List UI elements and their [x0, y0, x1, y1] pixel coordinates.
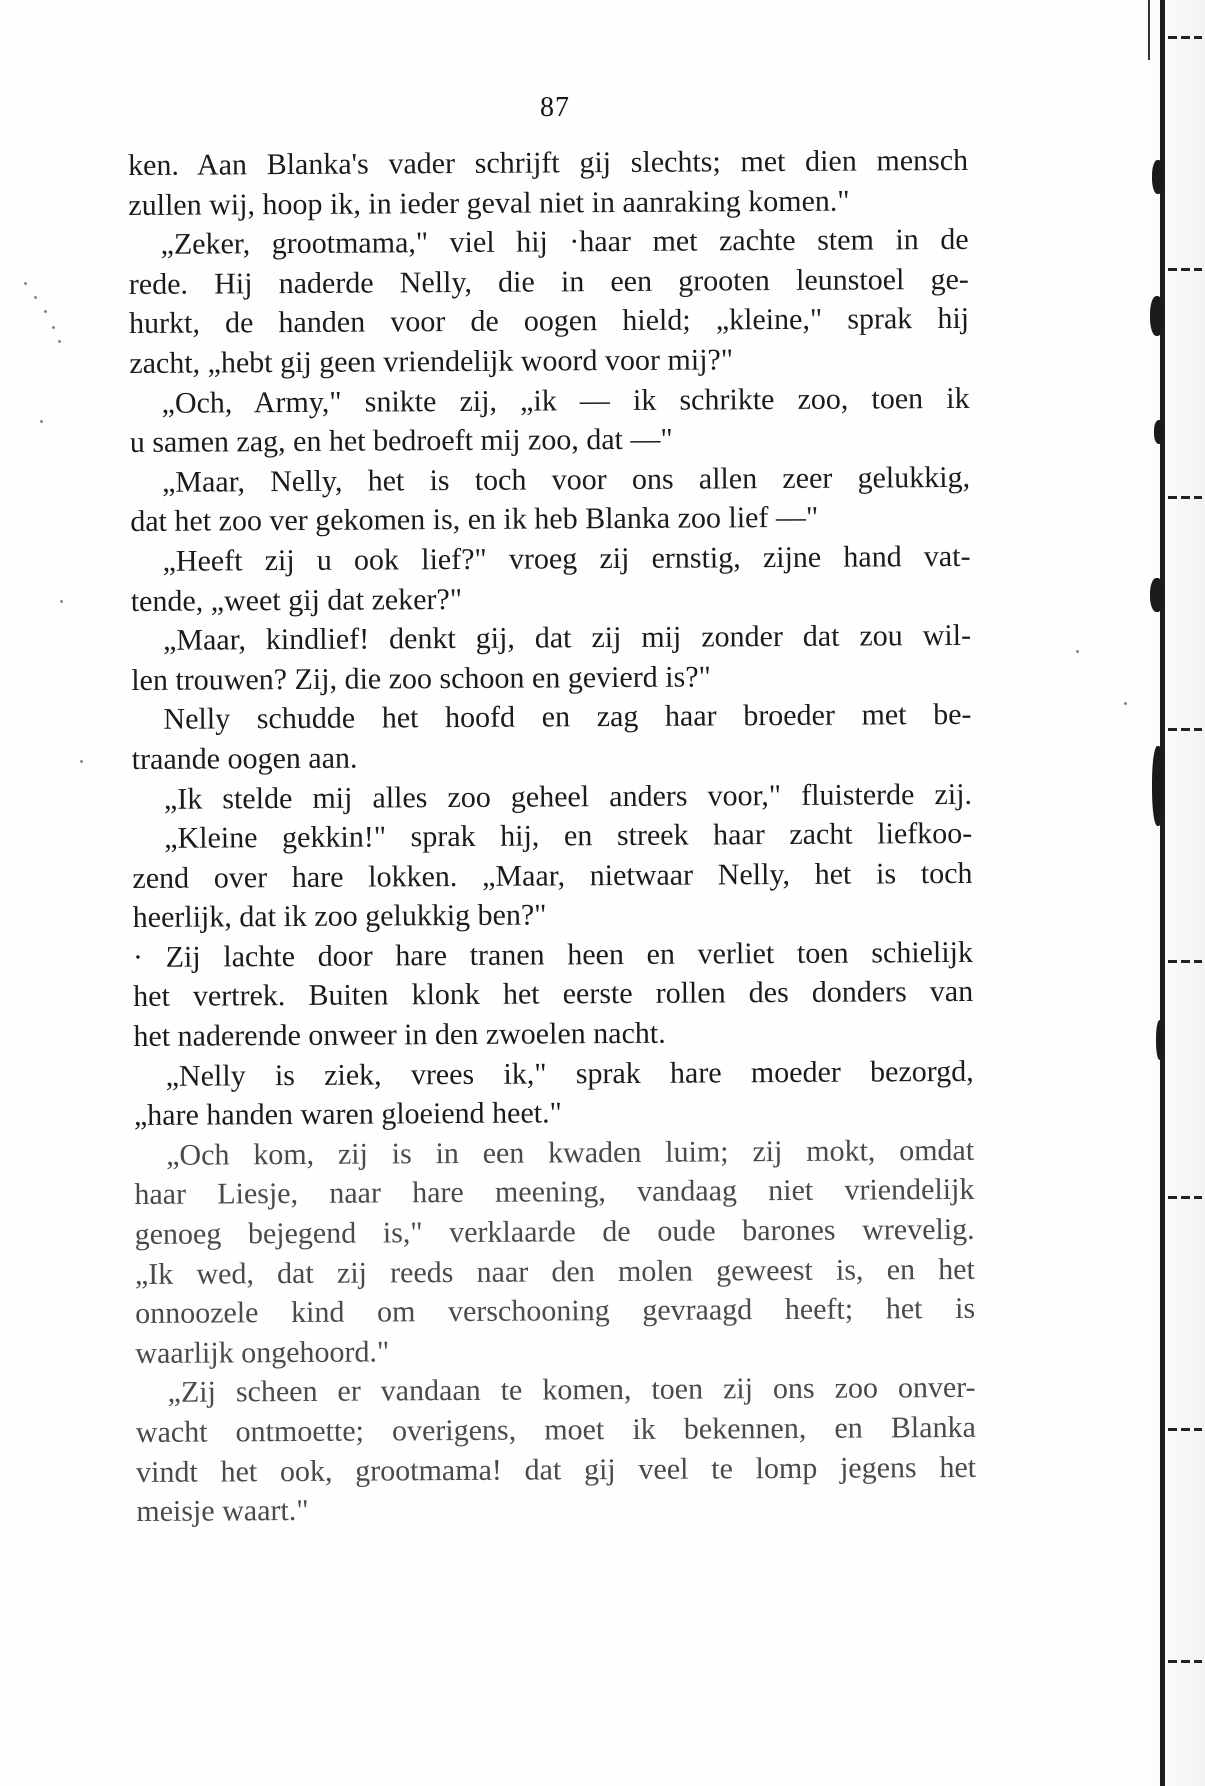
text-line: vindt het ook, grootmama! dat gij veel te lomp jegens het — [135, 1450, 977, 1489]
text-line: „Ik wed, dat zij reeds naar den molen geweest is, en het — [134, 1252, 975, 1291]
binding-tick — [1168, 1660, 1202, 1663]
text-line: „Zeker, grootmama," viel hij ·haar met zachte stem in de — [160, 223, 969, 261]
text-line: „Och, Army," snikte zij, „ik — ik schrikte zoo, toen ik — [161, 381, 970, 420]
scan-speck — [44, 310, 47, 313]
scan-speck — [40, 420, 43, 423]
text-line: zacht, „hebt gij geen vriendelijk woord voor mij?" — [129, 343, 734, 380]
scan-speck — [58, 340, 61, 343]
text-line: genoeg bejegend is," verklaarde de oude barones wrevelig. — [134, 1212, 975, 1252]
binding-tick — [1168, 496, 1202, 499]
scan-speck — [24, 282, 27, 285]
binding-tick — [1168, 36, 1202, 39]
scan-speck — [80, 760, 83, 763]
binding-mark — [1152, 746, 1164, 826]
text-line: Nelly schudde het hoofd en zag haar broeder met be- — [163, 698, 972, 737]
binding-mark — [1150, 296, 1164, 336]
text-line: „Maar, kindlief! denkt gij, dat zij mij zonder dat zou wil- — [162, 618, 972, 657]
binding-mark — [1152, 160, 1164, 194]
scan-speck — [34, 296, 37, 299]
scan-speck — [1076, 650, 1079, 653]
body-text — [128, 141, 976, 1532]
binding-rule-top — [1148, 0, 1150, 60]
text-line: „Maar, Nelly, het is toch voor ons allen zeer gelukkig, — [161, 460, 971, 499]
text-line: tende, „weet gij dat zeker?" — [130, 582, 463, 618]
text-line: dat het zoo ver gekomen is, en ik heb Blanka zoo lief —" — [130, 501, 819, 539]
binding-tick — [1168, 1428, 1202, 1431]
text-line: zend over hare lokken. „Maar, nietwaar Nelly, het is toch — [132, 856, 973, 895]
text-line: traande oogen aan. — [131, 741, 358, 776]
text-line: · Zij lachte door hare tranen heen en verliet toen schielijk — [132, 935, 974, 974]
text-line: meisje waart." — [136, 1494, 309, 1529]
text-line: „Och kom, zij is in een kwaden luim; zij mokt, omdat — [166, 1133, 975, 1172]
scan-speck — [60, 600, 63, 603]
text-line: haar Liesje, naar hare meening, vandaag niet vriendelijk — [134, 1173, 975, 1212]
text-line: heerlijk, dat ik zoo gelukkig ben?" — [132, 898, 547, 935]
text-line: ken. Aan Blanka's vader schrijft gij slechts; met dien mensch — [128, 143, 969, 182]
page-number: 87 — [540, 92, 570, 123]
text-line: het vertrek. Buiten klonk het eerste rollen des donders van — [133, 975, 974, 1014]
text-line: wacht ontmoette; overigens, moet ik bekennen, en Blanka — [135, 1410, 976, 1449]
text-line: onnoozele kind om verschooning gevraagd heeft; het is — [135, 1292, 976, 1331]
text-line: „Nelly is ziek, vrees ik," sprak hare moeder bezorgd, — [165, 1054, 974, 1093]
text-line: hurkt, de handen voor de oogen hield; „kleine," sprak hij — [128, 302, 970, 341]
scan-speck — [1124, 702, 1127, 705]
binding-tick — [1168, 268, 1202, 271]
binding-rule — [1160, 0, 1165, 1786]
text-line: „Heeft zij u ook lief?" vroeg zij ernstig, zijne hand vat- — [162, 539, 971, 578]
text-line: „Kleine gekkin!" sprak hij, en streek haar zacht liefkoo- — [164, 816, 973, 855]
text-line: „Zij scheen er vandaan te komen, toen zij ons zoo onver- — [167, 1371, 976, 1410]
text-line: len trouwen? Zij, die zoo schoon en gevierd is?" — [131, 660, 711, 697]
text-line: „Ik stelde mij alles zoo geheel anders voor," fluisterde zij. — [163, 777, 973, 816]
binding-mark — [1154, 420, 1164, 444]
binding-tick — [1168, 728, 1202, 731]
text-line: waarlijk ongehoord." — [135, 1335, 390, 1370]
scan-speck — [52, 326, 55, 329]
text-line: zullen wij, hoop ik, in ieder geval niet in aanraking komen." — [128, 184, 850, 222]
binding-tick — [1168, 1196, 1202, 1199]
binding-tick — [1168, 960, 1202, 963]
text-line: u samen zag, en het bedroeft mij zoo, dat —" — [129, 422, 673, 460]
binding-mark — [1150, 578, 1164, 612]
text-line: „hare handen waren gloeiend heet." — [133, 1096, 562, 1133]
binding-mark — [1156, 1020, 1164, 1060]
text-line: het naderende onweer in den zwoelen nacht. — [133, 1016, 666, 1054]
text-line: rede. Hij naderde Nelly, die in een grooten leunstoel ge- — [128, 262, 969, 301]
